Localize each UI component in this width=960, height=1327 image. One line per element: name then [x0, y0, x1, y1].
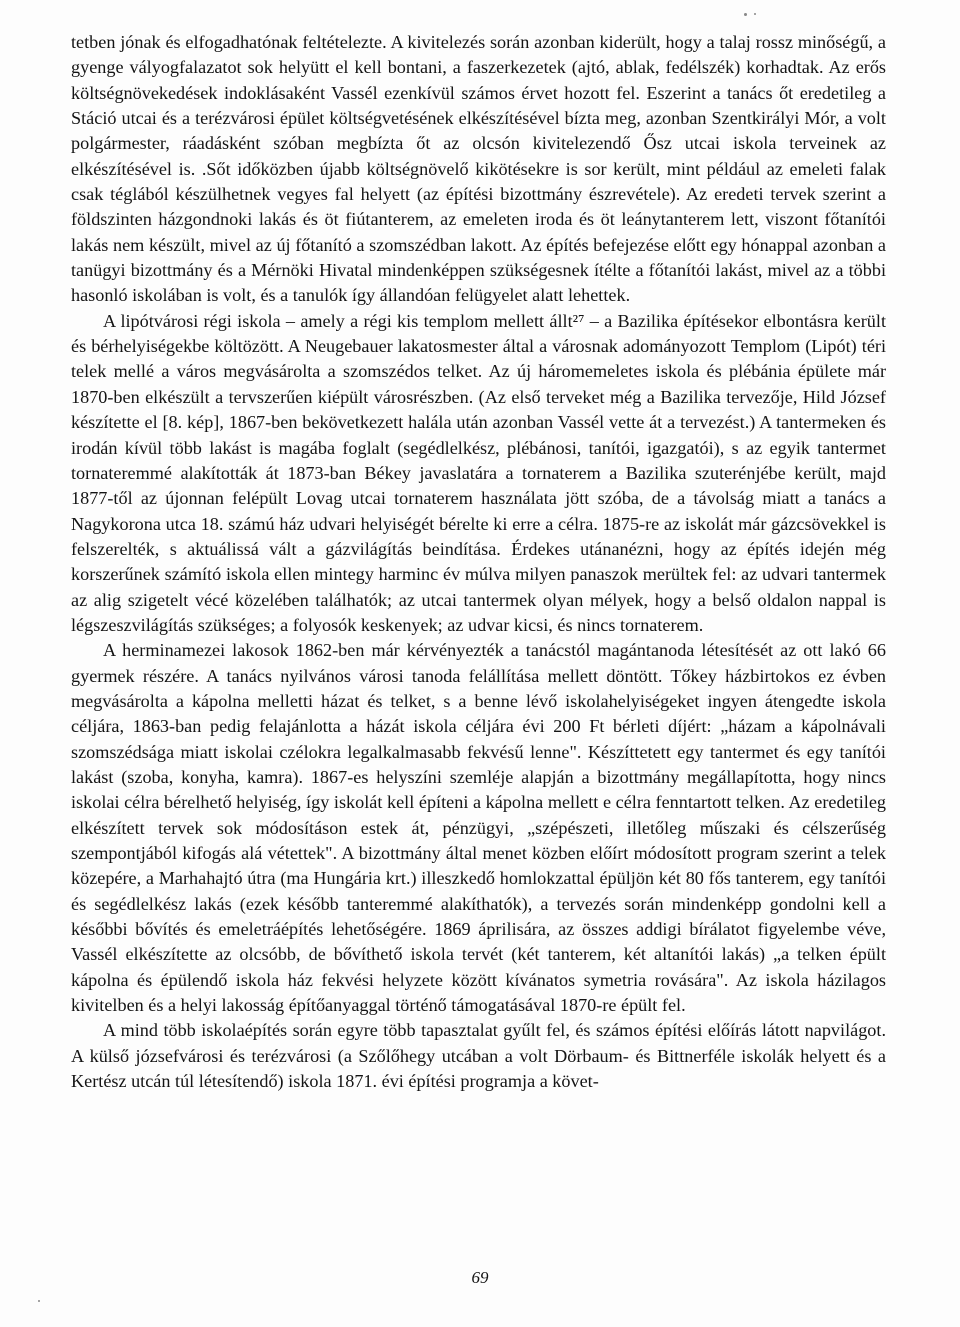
paragraph-3: A herminamezei lakosok 1862-ben már kérvényezték a tanácstól magántanoda létesítését az ott lakó 66 gyermek részére. A tanács nyilvános városi tanoda felállítása mellett döntött. Tőkey házbirtokos ez évben megvásárolta a kápolna melletti házat és telket, s a benne lévő iskolahelyiségeket ingyen átengedte iskola céljára, 1863-ban pedig felajánlotta a házát iskola céljára évi 200 Ft bérleti díjért: „házam a kápolnávali szomszédsága miatt iskolai czélokra legalkalmasabb fekvésű lenne". Készíttetett egy tantermet és egy tanítói lakást (szoba, konyha, kamra). 1867-es helyszíni szemléje alapján a bizottmány megállapította, hogy nincs iskolai célra bérelhető helyiség, így iskolát kell építeni a kápolna mellett e célra fenntartott telken. Az eredetileg elkészített tervek sok módosításon estek át, pénzügyi, „szépészeti, illetőleg műszaki és célszerűség szempontjából kifogás alá vétettek". A bizottmány által menet közben előírt módosított program szerint a telek közepére, a Marhahajtó útra (ma Hungária krt.) illeszkedő homlokzattal épüljön két 80 fős tanterem, egy tanítói és segédlelkész lakás (ezek később tanteremmé alakíthatók), a tervezés során mindenképp gondolni kell a későbbi bővítés és emeletráépítés lehetőségére. 1869 áprilisára, az összes addigi bírálatot figyelembe véve, Vassél elkészítette az olcsóbb, de bővíthető iskola tervét (két tanterem, két altanítói lakás) „a telken épült kápolna és épülendő iskola ház fekvési helyzete között kívánatos symetria rovására". Az iskola házilagos kivitelben és a helyi lakosság építőanyaggal történő támogatásával 1870-re épült fel.	[71, 640, 886, 1016]
paragraph-4: A mind több iskolaépítés során egyre több tapasztalat gyűlt fel, és számos építési előírás látott napvilágot. A külső józsefvárosi és terézvárosi (a Szőlőhegy utcában a volt Dörbaum- és Bittnerféle iskolák helyett és a Kertész utcán túl létesítendő) iskola 1871. évi építési programja a követ-	[71, 1020, 886, 1092]
paragraph-1: tetben jónak és elfogadhatónak feltételezte. A kivitelezés során azonban kiderült, hogy a talaj rossz minőségű, a gyenge vályogfalazatot sok helyütt el kell bontani, a faszerkezetek (ajtó, ablak, fedélszék) korhadtak. Az erős költségnövekedések indoklásaként Vassél ezenkívül számos érvet hozott fel. Eszerint a tanács őt eredetileg a Stáció utcai és a terézvárosi épület költségvetésének elkészítésével bízta meg, azonban Szentkirályi Mór, a volt polgármester, ráadásként szóban megbízta őt az olcsón kivitelezendő Ősz utcai iskola terveinek az elkészítésével is. .Sőt időközben újabb költségnövelő kikötésekre is sor került, mint például az emeleti falak csak téglából készülhetnek vegyes fal helyett (az építési bizottmány észrevétele). Az eredeti tervek szerint a földszinten házgondnoki lakás és öt fiútanterem, az emeleten iroda és öt leánytanterem lett, viszont főtanítói lakás nem készült, mivel az új főtanító a szomszédban lakott. Az építés befejezése előtt egy hónappal azonban a tanügyi bizottmány és a Mérnöki Hivatal mindenképpen szükségesnek ítélte a főtanítói lakást, mivel az a többi hasonló iskolában is volt, és a tanulók így állandóan felügyelet alatt lehettek.	[71, 32, 886, 306]
page-number: 69	[471, 1268, 489, 1287]
paragraph-2: A lipótvárosi régi iskola – amely a régi kis templom mellett állt²⁷ – a Bazilika építésekor elbontásra került és bérhelyiségekbe költözött. A Neugebauer lakatosmester által a városnak adományozott Templom (Lipót) téri telek mellé a város megvásárolta a szomszédos telket. Az új háromemeletes iskola és plébánia épülete már 1870-ben elkészült a tervszerűen kiépült városrészben. (Az első terveket még a Bazilika tervezője, Hild József készítette el [8. kép], 1867-ben bekövetkezett halála után azonban Vassél vette át a tervezést.) A tantermeken és irodán kívül több lakást is magába foglalt (segédlelkész, plébánosi, tanítói, igazgatói), s az egyik tantermet tornateremmé alakították át 1873-ban Békey javaslatára a tornaterem a Bazilika szuterénjébe került, majd 1877-től az újonnan felépült Lovag utcai tornaterem használata jött szóba, de a távolság miatt a tanács a Nagykorona utca 18. számú ház udvari helyiségét bérelte ki erre a célra. 1875-re az iskolát már gázcsövekkel is felszerelték, s aktuálissá vált a gázvilágítás beindítása. Érdekes utánanézni, hogy az építés idején még korszerűnek számító iskola ellen mintegy harminc év múlva milyen panaszok merültek fel: az udvari tantermek az alig szigetelt vécé közelében találhatók; az utcai tantermek olyan mélyek, hogy a belső oldalon nappal is légszeszvilágítás szükséges; a folyosók keskenyek; az udvar kicsi, és nincs tornaterem.	[71, 310, 886, 635]
scan-speck	[38, 1300, 40, 1302]
body-text	[71, 30, 886, 1094]
scan-speck	[744, 13, 747, 16]
scan-speck	[754, 13, 756, 15]
